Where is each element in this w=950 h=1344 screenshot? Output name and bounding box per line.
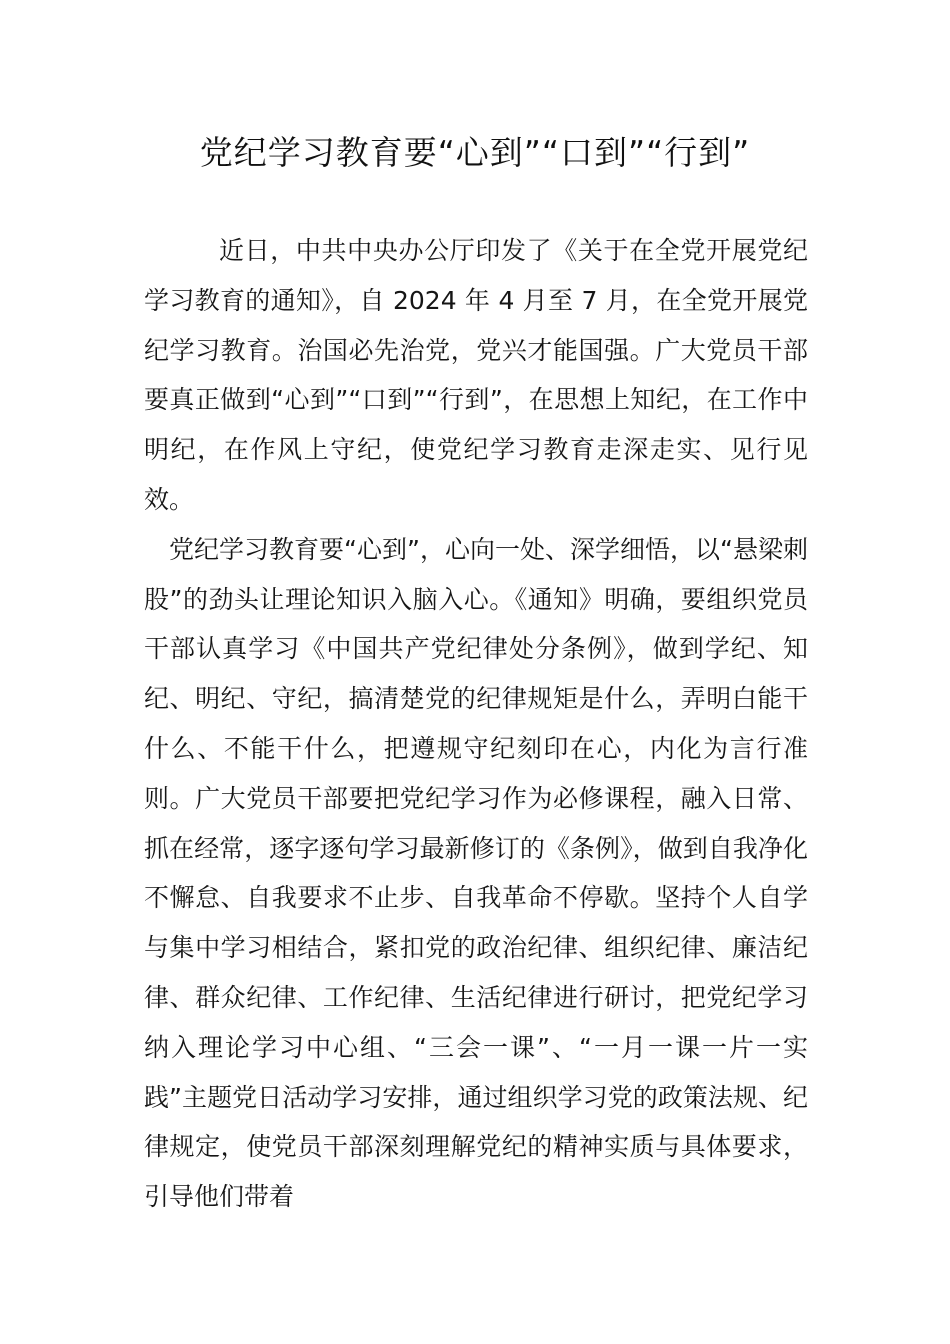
document-body [144, 226, 808, 1222]
paragraph-1: 近日，中共中央办公厅印发了《关于在全党开展党纪学习教育的通知》，自 2024 年 4 月至 7 月，在全党开展党纪学习教育。治国必先治党，党兴才能国强。广大党员干部要真正做到“心到”“口到”“行到”，在思想上知纪，在工作中明纪，在作风上守纪，使党纪学习教育走深走实、见行见效。 [144, 236, 808, 514]
document-title: 党纪学习教育要“心到”“口到”“行到” [199, 133, 751, 172]
paragraph-2: 党纪学习教育要“心到”，心向一处、深学细悟，以“悬梁刺股”的劲头让理论知识入脑入心。《通知》明确，要组织党员干部认真学习《中国共产党纪律处分条例》，做到学纪、知纪、明纪、守纪，搞清楚党的纪律规矩是什么，弄明白能干什么、不能干什么，把遵规守纪刻印在心，内化为言行准则。广大党员干部要把党纪学习作为必修课程，融入日常、抓在经常，逐字逐句学习最新修订的《条例》，做到自我净化不懈怠、自我要求不止步、自我革命不停歇。坚持个人自学与集中学习相结合，紧扣党的政治纪律、组织纪律、廉洁纪律、群众纪律、工作纪律、生活纪律进行研讨，把党纪学习纳入理论学习中心组、“三会一课”、“一月一课一片一实践”主题党日活动学习安排，通过组织学习党的政策法规、纪律规定，使党员干部深刻理解党纪的精神实质与具体要求，引导他们带着 [144, 534, 808, 1212]
